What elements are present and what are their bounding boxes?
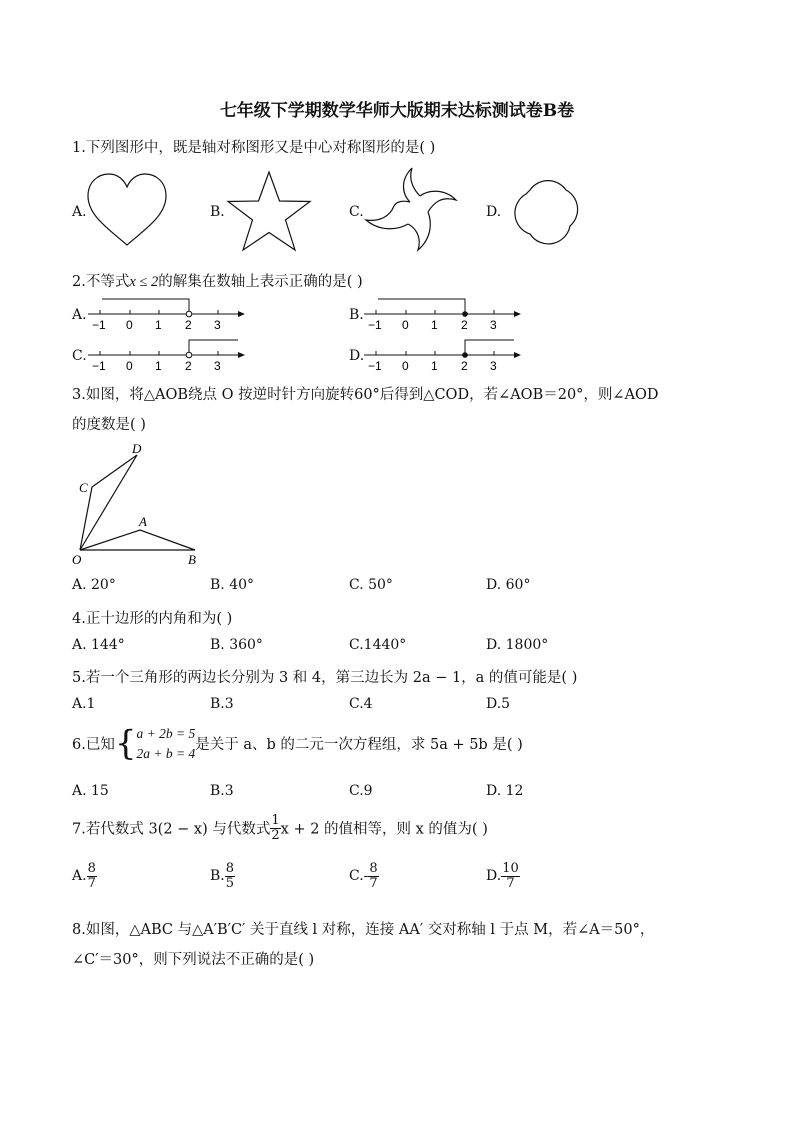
tick-label: 0 — [402, 359, 409, 373]
tick-label: −1 — [368, 318, 382, 332]
question-3-line-2: 的度数是( ) — [72, 417, 146, 433]
q1-option-d-label: D. — [486, 204, 502, 220]
q5-option-a: A.1 — [72, 696, 96, 712]
tick-label: 0 — [402, 318, 409, 332]
number-line-c — [88, 337, 248, 373]
tick-label: −1 — [92, 318, 106, 332]
fraction-denominator: 5 — [225, 875, 235, 891]
q7-pre: 7.若代数式 3(2 − x) 与代数式 — [72, 821, 271, 838]
option-fraction — [87, 862, 97, 890]
equation-2: 2a + b = 4 — [136, 745, 196, 761]
fraction-numerator: 8 — [369, 861, 378, 876]
option-label: A. — [72, 868, 87, 885]
fraction-denominator: 7 — [506, 875, 515, 891]
number-line-a — [88, 296, 248, 332]
equation-1: a + 2b = 5 — [136, 726, 196, 741]
option-fraction — [501, 862, 520, 890]
heart-shape-icon — [86, 172, 168, 248]
equation-system — [136, 724, 195, 763]
q2-stem-math: x ≤ 2 — [129, 274, 159, 290]
q5-option-d: D.5 — [486, 696, 511, 712]
vertex-label-d: D — [132, 441, 142, 456]
q4-option-d: D. 1800° — [486, 637, 549, 653]
q3-option-b: B. 40° — [210, 577, 255, 593]
fraction-numerator: 8 — [87, 861, 96, 876]
q2-option-d-label: D. — [349, 348, 365, 364]
fraction-denominator: 7 — [369, 875, 378, 891]
q3-option-d: D. 60° — [486, 577, 531, 593]
q7-option-c — [349, 862, 379, 890]
question-1-stem: 1.下列图形中，既是轴对称图形又是中心对称图形的是( ) — [72, 140, 436, 156]
system-brace: { — [114, 723, 137, 764]
q6-post: 是关于 a、b 的二元一次方程组，求 5a + 5b 是( ) — [195, 737, 523, 754]
q3-option-a: A. 20° — [72, 577, 116, 593]
tick-label: −1 — [368, 359, 382, 373]
tick-label: −1 — [92, 359, 106, 373]
star-shape-icon — [224, 170, 314, 254]
q6-option-c: C.9 — [349, 783, 373, 799]
tick-label: 2 — [461, 359, 468, 373]
q1-option-a-label: A. — [72, 204, 87, 220]
fraction-numerator: 1 — [271, 813, 280, 828]
option-label: D. — [486, 868, 502, 885]
vertex-label-a: A — [139, 514, 147, 529]
tick-label: 0 — [126, 359, 133, 373]
q7-post: x + 2 的值相等，则 x 的值为( ) — [280, 821, 488, 838]
question-4-stem: 4.正十边形的内角和为( ) — [72, 611, 233, 627]
fraction-denominator: 7 — [87, 875, 96, 891]
question-3-line-1: 3.如图，将△AOB绕点 O 按逆时针方向旋转60°后得到△COD，若∠AOB＝20°，则∠AOD — [72, 387, 659, 403]
option-label: B. — [210, 868, 225, 885]
question-6-stem — [72, 724, 523, 763]
tick-label: 3 — [214, 318, 221, 332]
q4-option-c: C.1440° — [349, 637, 407, 653]
option-fraction — [225, 862, 235, 890]
question-2-stem — [72, 270, 363, 291]
vertex-label-b: B — [188, 552, 196, 567]
q6-pre: 6.已知 — [72, 737, 115, 754]
tick-label: 2 — [185, 318, 192, 332]
page-title: 七年级下学期数学华师大版期末达标测试卷B卷 — [219, 101, 575, 121]
q5-option-c: C.4 — [349, 696, 373, 712]
tick-label: 3 — [490, 359, 497, 373]
tick-label: 1 — [155, 318, 162, 332]
tick-label: 2 — [185, 359, 192, 373]
q6-option-b: B.3 — [210, 783, 234, 799]
q5-option-b: B.3 — [210, 696, 234, 712]
vertex-label-c: C — [79, 480, 88, 495]
q7-option-a — [72, 862, 97, 890]
quatrefoil-shape-icon — [502, 166, 594, 258]
q1-option-c-label: C. — [349, 204, 364, 220]
q4-option-a: A. 144° — [72, 637, 125, 653]
tick-label: 2 — [461, 318, 468, 332]
question-8-line-1: 8.如图，△ABC 与△A′B′C′ 关于直线 l 对称，连接 AA′ 交对称轴 l 于点 M，若∠A＝50°， — [72, 922, 655, 938]
fraction-denominator: 2 — [271, 827, 280, 843]
q6-option-a: A. 15 — [72, 783, 109, 799]
q6-option-d: D. 12 — [486, 783, 524, 799]
number-line-d — [364, 337, 524, 373]
fraction-numerator: 8 — [225, 861, 235, 876]
q3-option-c: C. 50° — [349, 577, 393, 593]
vertex-label-o: O — [72, 552, 82, 567]
q7-option-d — [486, 862, 520, 890]
fraction-half — [270, 814, 280, 842]
tick-label: 3 — [490, 318, 497, 332]
q2-stem-pre: 2.不等式 — [72, 274, 130, 290]
q1-option-b-label: B. — [210, 204, 225, 220]
number-line-b — [364, 296, 524, 332]
question-7-stem — [72, 814, 488, 842]
tick-label: 1 — [431, 359, 438, 373]
q2-stem-post: 的解集在数轴上表示正确的是( ) — [158, 274, 363, 290]
q4-option-b: B. 360° — [210, 637, 263, 653]
tick-label: 1 — [155, 359, 162, 373]
tick-label: 0 — [126, 318, 133, 332]
option-label: C.- — [349, 868, 369, 885]
q7-option-b — [210, 862, 235, 890]
question-5-stem: 5.若一个三角形的两边长分别为 3 和 4，第三边长为 2a − 1，a 的值可能是( ) — [72, 670, 578, 686]
q2-option-a-label: A. — [72, 307, 87, 323]
q2-option-b-label: B. — [349, 307, 364, 323]
tick-label: 1 — [431, 318, 438, 332]
question-8-line-2: ∠C′＝30°，则下列说法不正确的是( ) — [72, 952, 315, 968]
option-fraction — [368, 862, 378, 890]
rotation-triangle-figure — [70, 440, 210, 570]
fraction-numerator: 10 — [502, 861, 519, 876]
pinwheel-shape-icon — [362, 166, 458, 260]
q2-option-c-label: C. — [72, 348, 87, 364]
tick-label: 3 — [214, 359, 221, 373]
